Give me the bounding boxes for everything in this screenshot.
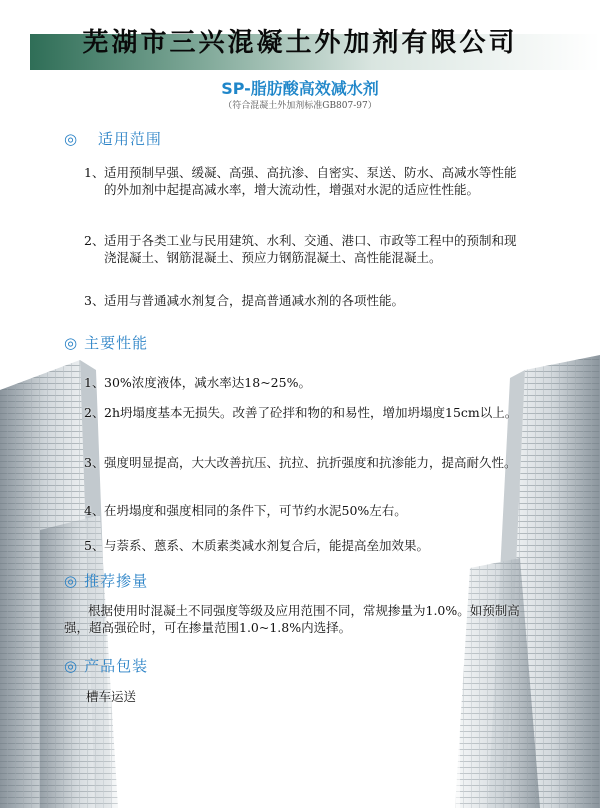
list-item: 3、 适用与普通减水剂复合，提高普通减水剂的各项性能。 bbox=[84, 293, 405, 308]
list-item: 4、 在坍塌度和强度相同的条件下，可节约水泥50%左右。 bbox=[84, 503, 407, 518]
list-item: 1、 适用预制早强、缓凝、高强、高抗渗、自密实、泵送、防水、高减水等性能的外加剂中起提高减水率，增大流动性，增强对水泥的适应性性能。 bbox=[84, 165, 517, 197]
double-circle-icon: ◎ bbox=[64, 657, 79, 675]
double-circle-icon: ◎ bbox=[64, 334, 79, 352]
section-heading-packaging: ◎ 产品包装 bbox=[64, 657, 149, 675]
section-heading-performance: ◎ 主要性能 bbox=[64, 334, 149, 352]
section-heading-scope: ◎ 适用范围 bbox=[64, 130, 162, 148]
packaging-paragraph: 槽车运送 bbox=[86, 689, 137, 704]
skyscraper-background bbox=[0, 330, 600, 808]
list-item: 2、 适用于各类工业与民用建筑、水利、交通、港口、市政等工程中的预制和现浇混凝土、钢筋混凝土、预应力钢筋混凝土、高性能混凝土。 bbox=[84, 233, 517, 265]
dosage-paragraph: 根据使用时混凝土不同强度等级及应用范围不同，常规掺量为1.0%。如预制高强，超高强砼时，可在掺量范围1.0~1.8%内选择。 bbox=[64, 603, 520, 635]
company-name: 芜湖市三兴混凝土外加剂有限公司 bbox=[82, 28, 518, 58]
double-circle-icon: ◎ bbox=[64, 130, 79, 148]
standard-note: （符合混凝土外加剂标准GB807-97） bbox=[223, 101, 377, 111]
list-item: 3、 强度明显提高，大大改善抗压、抗拉、抗折强度和抗渗能力，提高耐久性。 bbox=[84, 455, 517, 470]
list-item: 1、 30%浓度液体，减水率达18~25%。 bbox=[84, 375, 311, 390]
double-circle-icon: ◎ bbox=[64, 572, 79, 590]
list-item: 2、 2h坍塌度基本无损失。改善了砼拌和物的和易性，增加坍塌度15cm以上。 bbox=[84, 405, 518, 420]
list-item: 5、 与萘系、蒽系、木质素类减水剂复合后，能提高垒加效果。 bbox=[84, 538, 430, 553]
section-heading-dosage: ◎ 推荐掺量 bbox=[64, 572, 149, 590]
product-title: SP-脂肪酸高效减水剂 bbox=[221, 79, 379, 98]
